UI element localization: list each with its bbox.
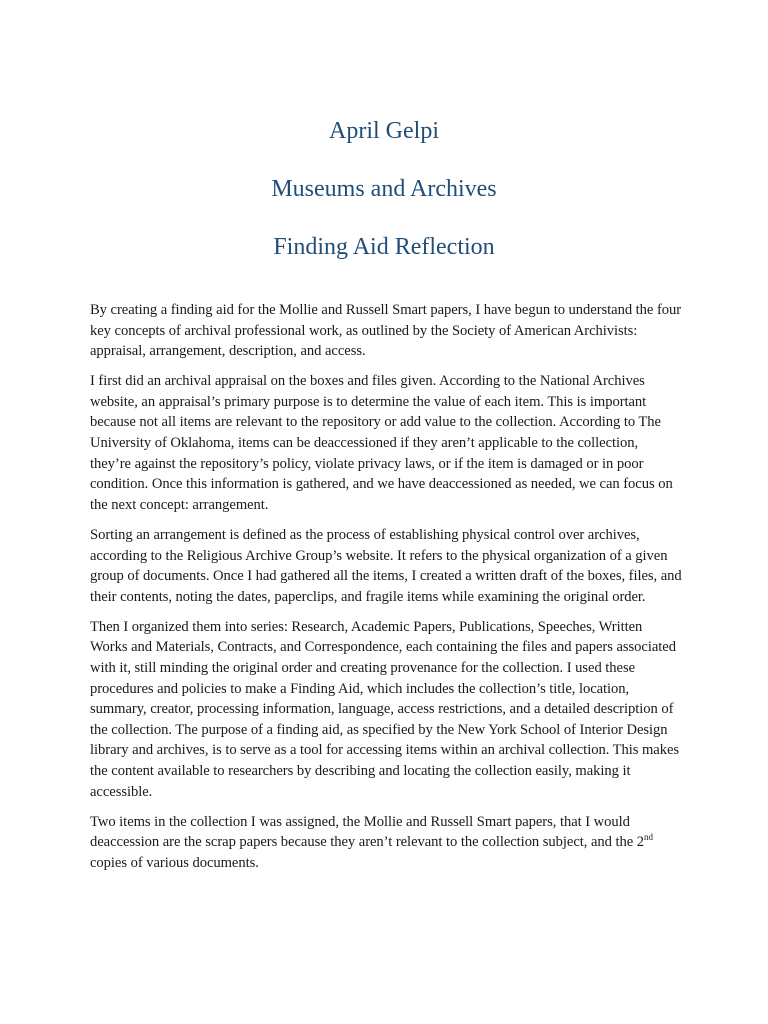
- paragraph-finding-aid: Then I organized them into series: Research, Academic Papers, Publications, Speeches, Written Works and Materials, Contracts, and Correspondence, each containing the files and papers associated with it, still minding the original order and creating provenance for the collection. I used these procedures and policies to make a Finding Aid, which includes the collection’s title, location, summary, creator, processing information, language, access restrictions, and a detailed description of the collection. The purpose of a finding aid, as specified by the New York School of Interior Design library and archives, is to serve as a tool for accessing items within an archival collection. This makes the content available to researchers by describing and locating the collection easily, making it accessible.: [90, 618, 679, 800]
- document-body: [90, 300, 682, 883]
- paragraph-appraisal: I first did an archival appraisal on the boxes and files given. According to the National Archives website, an appraisal’s primary purpose is to determine the value of each item. This is important because not all items are relevant to the repository or add value to the collection. According to The University of Oklahoma, items can be deaccessioned if they aren’t applicable to the collection, they’re against the repository’s policy, violate privacy laws, or if the item is damaged or in poor condition. Once this information is gathered, and we have deaccessioned as needed, we can focus on the next concept: arrangement.: [90, 373, 673, 513]
- course-title: Museums and Archives: [271, 176, 497, 202]
- ordinal-superscript: nd: [644, 832, 653, 843]
- paragraph-arrangement: Sorting an arrangement is defined as the process of establishing physical control over archives, according to the Religious Archive Group’s website. It refers to the physical organization of a given group of documents. Once I had gathered all the items, I created a written draft of the boxes, files, and their contents, noting the dates, paperclips, and fragile items while examining the original order.: [90, 526, 682, 605]
- paragraph-deaccession: [90, 812, 682, 874]
- paragraph-intro: By creating a finding aid for the Mollie and Russell Smart papers, I have begun to understand the four key concepts of archival professional work, as outlined by the Society of American Archivists: appraisal, arrangement, description, and access.: [90, 302, 682, 360]
- deaccession-text-start: Two items in the collection I was assigned, the Mollie and Russell Smart papers, that I would deaccession are the scrap papers because they aren’t relevant to the collection subject, and the 2: [90, 813, 645, 851]
- deaccession-text-end: copies of various documents.: [90, 854, 259, 871]
- author-name: April Gelpi: [329, 118, 439, 144]
- document-title: Finding Aid Reflection: [273, 234, 495, 260]
